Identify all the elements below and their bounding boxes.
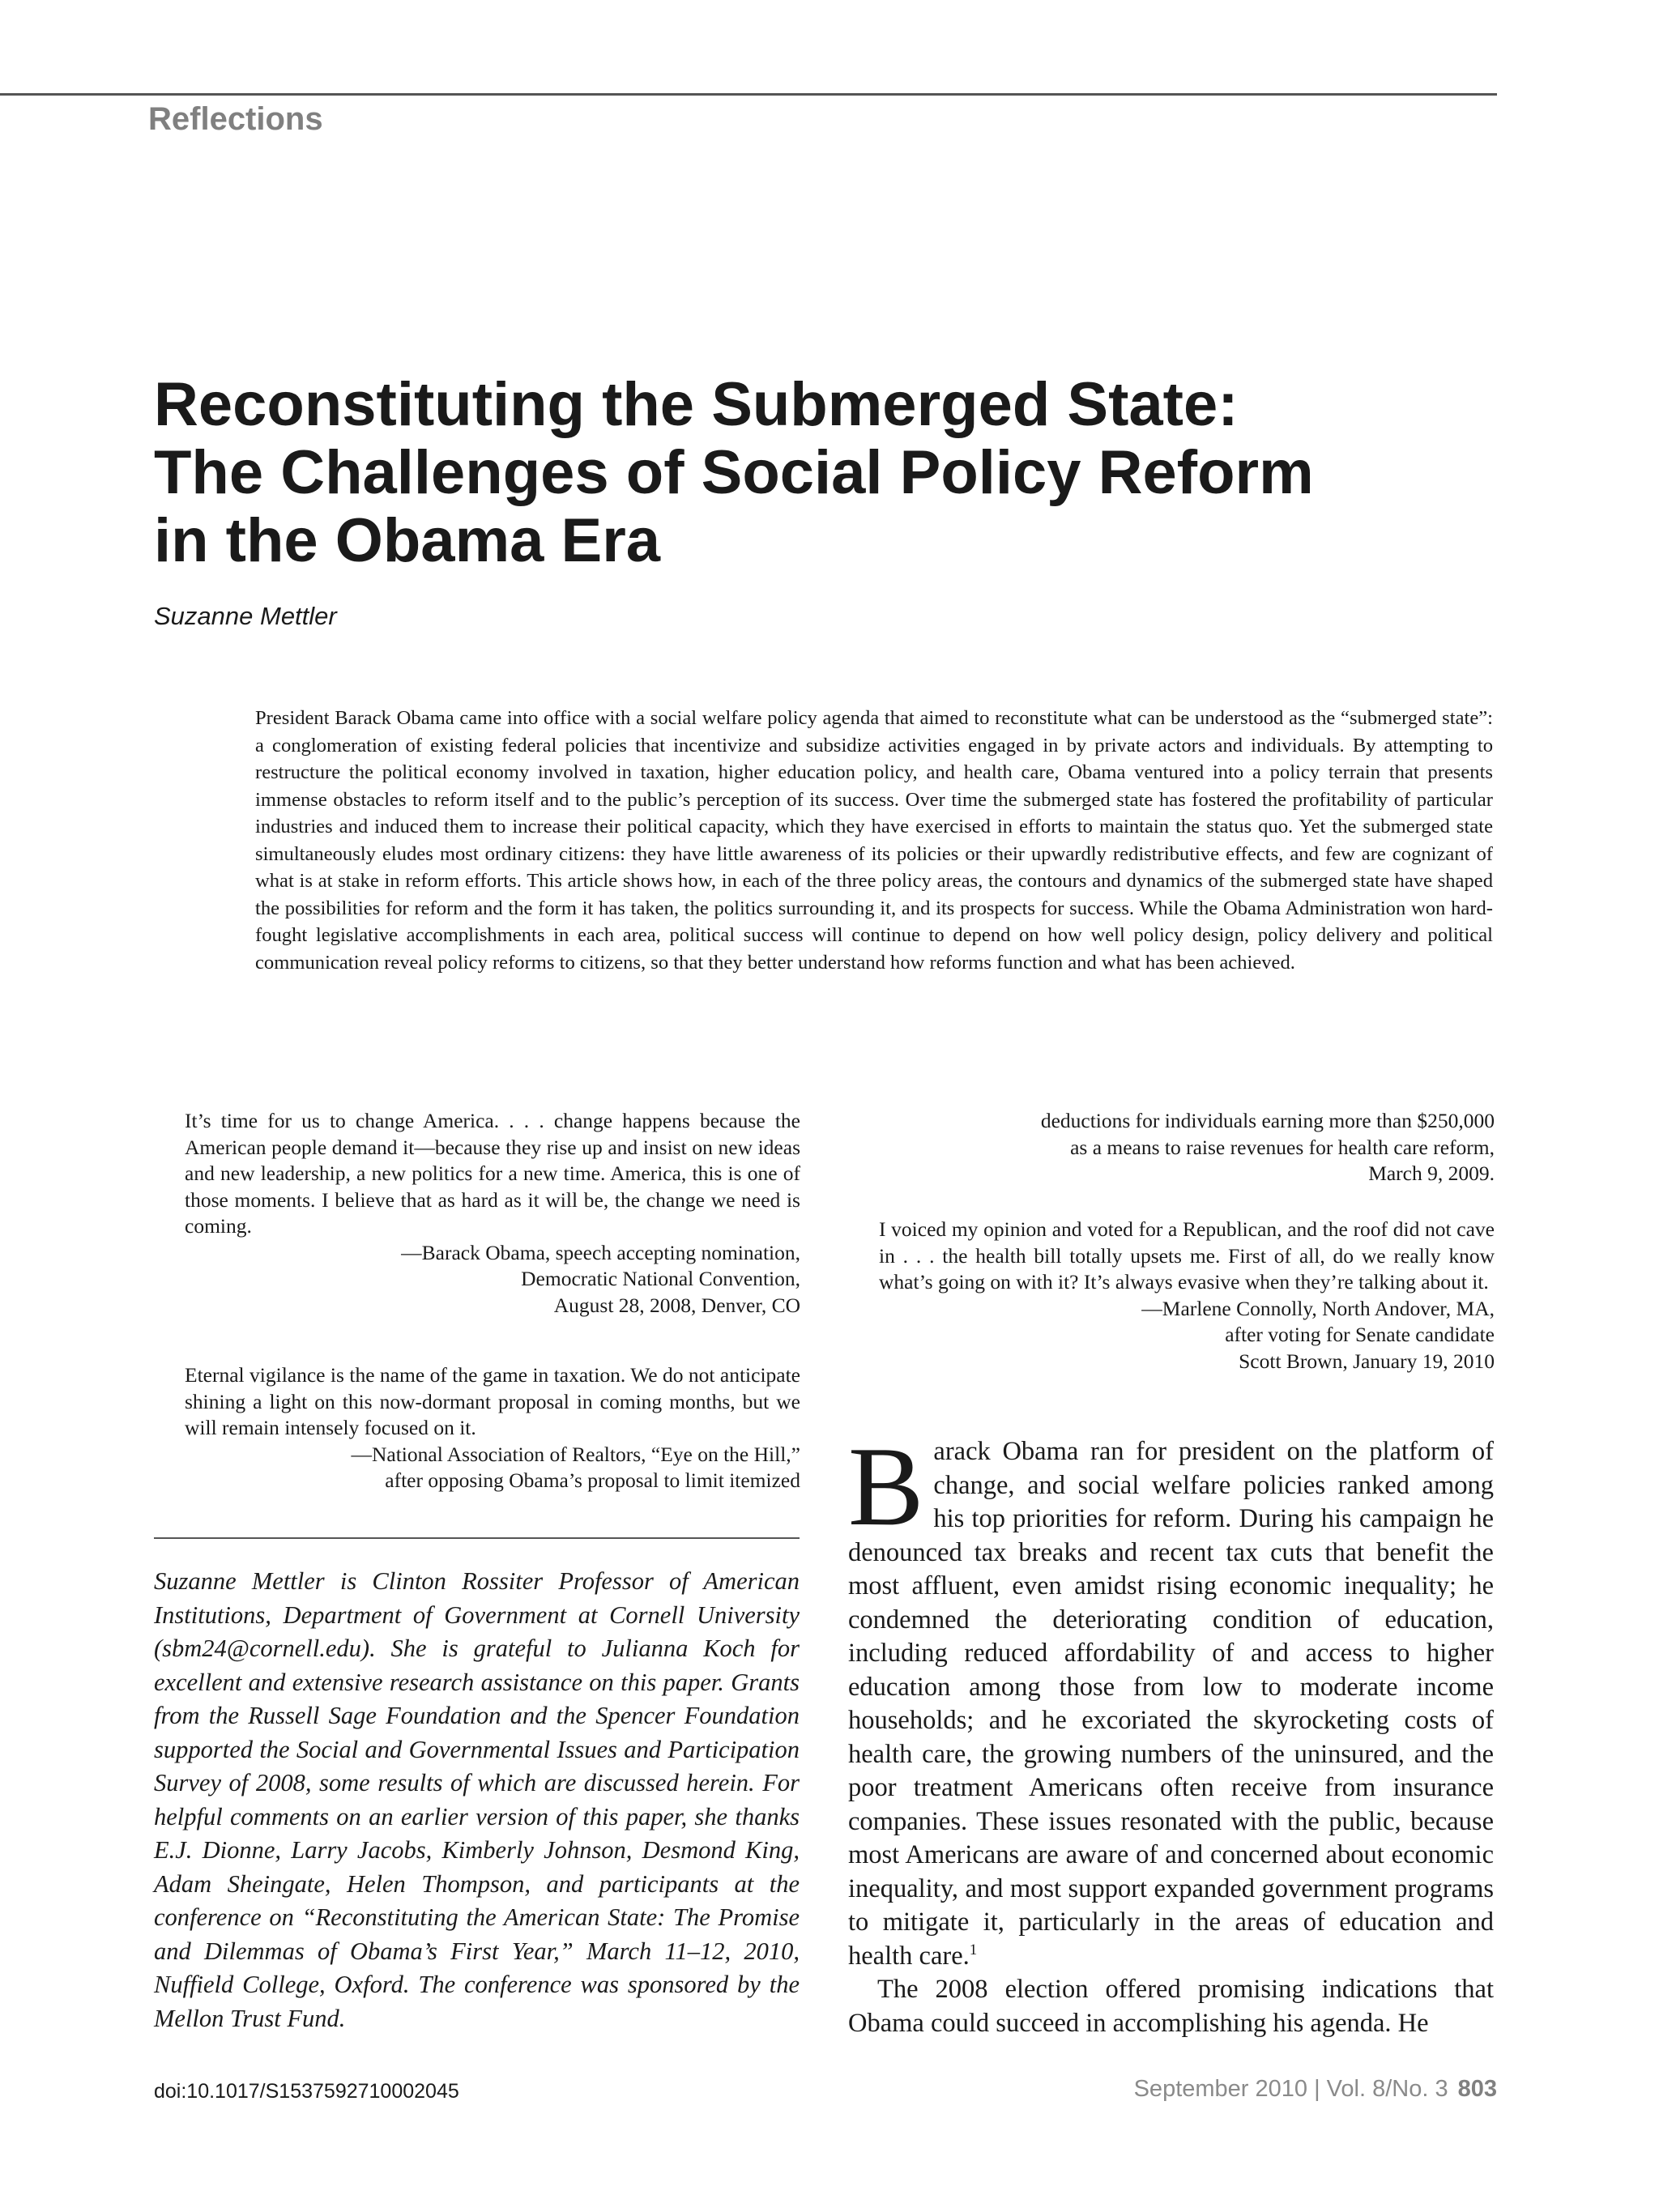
attribution-line: August 28, 2008, Denver, CO [553, 1293, 800, 1317]
epigraph-attribution [185, 1442, 800, 1494]
author-bio: Suzanne Mettler is Clinton Rossiter Professor of American Institutions, Department of Government at Cornell University (sbm24@cornell.edu). She is grateful to Julianna Koch for excellent and extensive research assistance on this paper. Grants from the Russell Sage Foundation and the Spencer Foundation supported the Social and Governmental Issues and Participation Survey of 2008, some results of which are discussed herein. For helpful comments on an earlier version of this paper, she thanks E.J. Dionne, Larry Jacobs, Kimberly Johnson, Desmond King, Adam Sheingate, Helen Thompson, and participants at the conference on “Reconstituting the American State: The Promise and Dilemmas of Obama’s First Year,” March 11–12, 2010, Nuffield College, Oxford. The conference was sponsored by the Mellon Trust Fund. [154, 1567, 800, 2032]
drop-cap: B [848, 1424, 924, 1549]
attribution-line: Democratic National Convention, [521, 1267, 800, 1290]
body-text [848, 1424, 1494, 2040]
epigraph-connolly [879, 1217, 1495, 1375]
body-paragraph-2: The 2008 election offered promising indications that Obama could succeed in accomplishing his agenda. He [848, 1975, 1494, 2038]
epigraph-realtors [185, 1362, 800, 1494]
page-footer [1134, 2076, 1497, 2103]
attribution-line: Scott Brown, January 19, 2010 [1239, 1349, 1495, 1373]
attribution-line: after opposing Obama’s proposal to limit itemized [385, 1468, 800, 1492]
epigraph-quote: It’s time for us to change America. . . . change happens because the American people demand it—because they rise up and insist on new ideas and new leadership, a new politics for a new time. America, this is one of those moments. I believe that as hard as it will be, the change we need is coming. [185, 1109, 800, 1238]
epigraph-quote: I voiced my opinion and voted for a Republican, and the roof did not cave in . . . the health bill totally upsets me. First of all, do we really know what’s going on with it? It’s always evasive when they’re talking about it. [879, 1217, 1495, 1294]
attribution-line: March 9, 2009. [1368, 1161, 1495, 1185]
title-line-1: Reconstituting the Submerged State: [154, 370, 1239, 439]
body-paragraph-1 [848, 1424, 1494, 1973]
epigraph-quote: Eternal vigilance is the name of the game in taxation. We do not anticipate shining a light on this now-dormant proposal in coming months, but we will remain intensely focused on it. [185, 1363, 800, 1439]
article-title [154, 371, 1531, 575]
epigraph-attribution [879, 1296, 1495, 1375]
attribution-line: —National Association of Realtors, “Eye on the Hill,” [351, 1442, 800, 1466]
epigraph-realtors-continued [879, 1108, 1495, 1187]
attribution-line: deductions for individuals earning more than $250,000 [1040, 1109, 1495, 1132]
section-label: Reflections [148, 101, 323, 137]
header-rule [0, 93, 1497, 96]
title-line-2: The Challenges of Social Policy Reform [154, 438, 1314, 507]
footnote-ref[interactable]: 1 [969, 1941, 978, 1958]
epigraph-attribution [879, 1108, 1495, 1187]
issue-info: September 2010 | Vol. 8/No. 3 [1133, 2076, 1448, 2102]
paragraph-text: arack Obama ran for president on the platform of change, and social welfare policies ranked among his top priorities for reform. During his campaign he denounced tax breaks and recent tax cuts that benefit the most affluent, even amidst rising economic inequality; he condemned the deteriorating condition of education, including reduced affordability of and access to higher education among those from low to moderate income households; and he excoriated the skyrocketing costs of health care, the growing numbers of the uninsured, and the poor treatment Americans often receive from insurance companies. These issues resonated with the public, because most Americans are aware of and concerned about economic inequality, and most support expanded government programs to mitigate it, particularly in the areas of education and health care. [848, 1437, 1494, 1971]
doi[interactable]: doi:10.1017/S1537592710002045 [154, 2080, 459, 2103]
epigraph-attribution [185, 1240, 800, 1319]
page-number: 803 [1457, 2076, 1497, 2102]
epigraph-obama [185, 1108, 800, 1319]
abstract: President Barack Obama came into office with a social welfare policy agenda that aimed to reconstitute what can be understood as the “submerged state”: a conglomeration of existing federal policies that incentivize and subsidize activities engaged in by private actors and individuals. By attempting to restructure the political economy involved in taxation, higher education policy, and health care, Obama ventured into a policy terrain that presents immense obstacles to reform itself and to the public’s perception of its success. Over time the submerged state has fostered the profitability of particular industries and induced them to increase their political capacity, which they have exercised in efforts to maintain the status quo. Yet the submerged state simultaneously eludes most ordinary citizens: they have little awareness of its policies or their upwardly redistributive effects, and few are cognizant of what is at stake in reform efforts. This article shows how, in each of the three policy areas, the contours and dynamics of the submerged state have shaped the possibilities for reform and the form it has taken, the politics surrounding it, and its prospects for success. While the Obama Administration won hard-fought legislative accomplishments in each area, political success will continue to depend on how well policy design, policy delivery and political communication reveal policy reforms to citizens, so that they better understand how reforms function and what has been achieved. [255, 707, 1493, 974]
attribution-line: —Marlene Connolly, North Andover, MA, [1141, 1296, 1495, 1320]
footnote-rule [154, 1537, 800, 1539]
title-line-3: in the Obama Era [154, 506, 661, 575]
author-name: Suzanne Mettler [154, 602, 337, 630]
attribution-line: as a means to raise revenues for health care reform, [1070, 1135, 1495, 1159]
attribution-line: after voting for Senate candidate [1225, 1323, 1495, 1346]
attribution-line: —Barack Obama, speech accepting nomination, [401, 1240, 800, 1264]
